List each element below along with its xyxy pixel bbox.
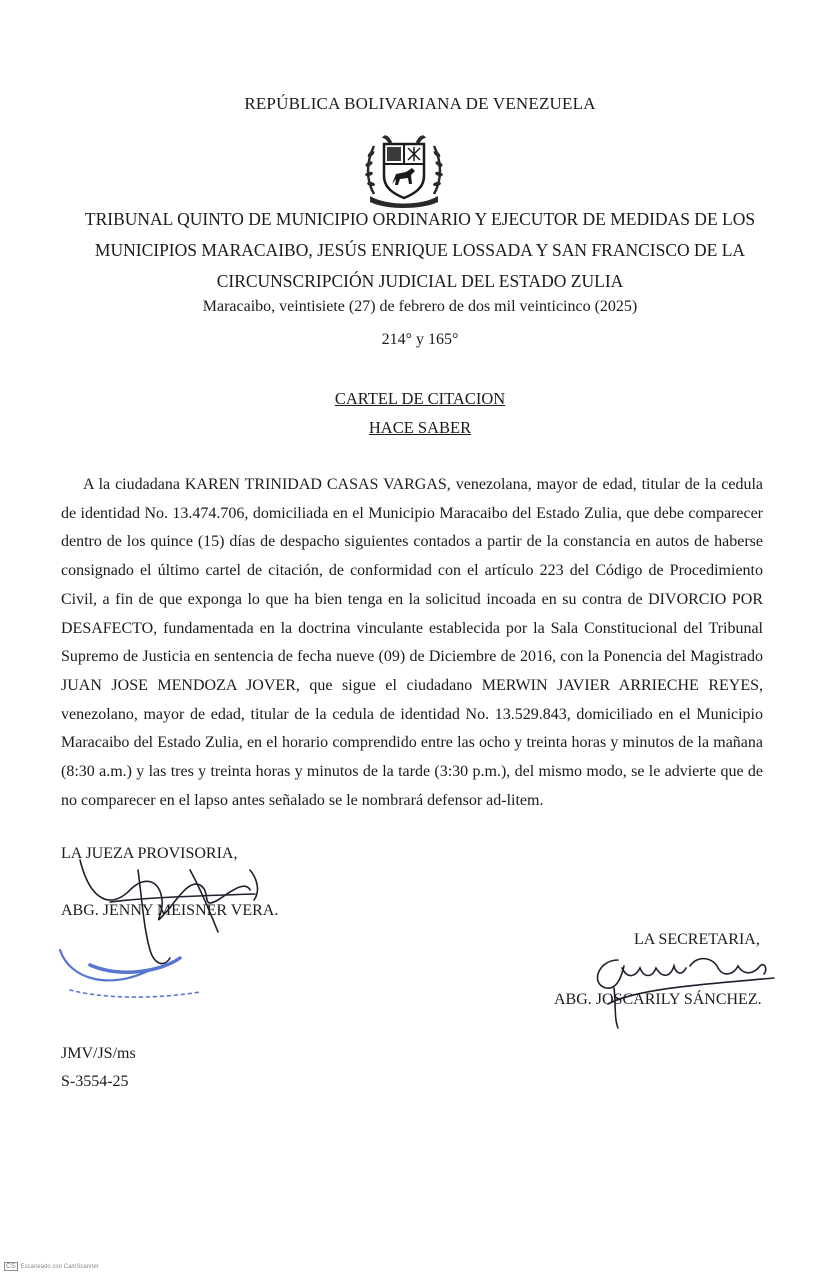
body-paragraph-text: A la ciudadana KAREN TRINIDAD CASAS VARGAS, venezolana, mayor de edad, titular de la cedula de identidad No. 13.474.706, domiciliada en el Municipio Maracaibo del Estado Zulia, que debe comparecer dentro de los quince (15) días de despacho siguientes contados a partir de la constancia en autos de haberse consignado el último cartel de citación, de conformidad con el artículo 223 del Código de Procedimiento Civil, a fin de que exponga lo que ha bien tenga en la solicitud incoada en su contra de DIVORCIO POR DESAFECTO, fundamentada en la doctrina vinculante establecida por la Sala Constitucional del Tribunal Supremo de Justicia en sentencia de fecha nueve (09) de Diciembre de 2016, con la Ponencia del Magistrado JUAN JOSE MENDOZA JOVER, que sigue el ciudadano MERWIN JAVIER ARRIECHE REYES, venezolano, mayor de edad, titular de la cedula de identidad No. 13.529.843, domiciliado en el Municipio Maracaibo del Estado Zulia, en el horario comprendido entre las ocho y treinta horas y minutos de la mañana (8:30 a.m.) y las tres y treinta horas y minutos de la tarde (3:30 p.m.), del mismo modo, se le advierte que de no comparecer en el lapso antes señalado se le nombrará defensor ad-litem. [61, 476, 763, 809]
jueza-role: LA JUEZA PROVISORIA, [61, 845, 238, 862]
tribunal-heading-line: MUNICIPIOS MARACAIBO, JESÚS ENRIQUE LOSSADA Y SAN FRANCISCO DE LA [94, 240, 746, 260]
reference-initials: JMV/JS/ms [61, 1045, 136, 1062]
dateline: Maracaibo, veintisiete (27) de febrero de dos mil veinticinco (2025) [202, 298, 638, 315]
scanner-logo-icon: CS [6, 1263, 16, 1270]
document-subtitle: HACE SABER [368, 418, 472, 437]
country-heading: REPÚBLICA BOLIVARIANA DE VENEZUELA [244, 94, 596, 113]
independence-years: 214° y 165° [381, 331, 459, 348]
secretaria-name: ABG. JOSCARILY SÁNCHEZ. [554, 991, 762, 1008]
scanner-watermark-text: Escaneado con CamScanner [20, 1264, 99, 1270]
tribunal-heading-line: CIRCUNSCRIPCIÓN JUDICIAL DEL ESTADO ZULIA [216, 271, 624, 291]
secretaria-role: LA SECRETARIA, [634, 931, 760, 948]
jueza-name: ABG. JENNY MEISNER VERA. [61, 902, 279, 919]
tribunal-heading [0, 204, 840, 297]
coat-of-arms-icon [362, 132, 446, 210]
file-number: S-3554-25 [61, 1073, 129, 1090]
document-title: CARTEL DE CITACION [334, 389, 506, 408]
secretaria-signature [578, 944, 788, 1034]
body-paragraph [61, 471, 763, 815]
tribunal-heading-line: TRIBUNAL QUINTO DE MUNICIPIO ORDINARIO Y EJECUTOR DE MEDIDAS DE LOS [84, 209, 756, 229]
jueza-signature [50, 840, 290, 1010]
scanner-watermark [4, 1262, 99, 1271]
